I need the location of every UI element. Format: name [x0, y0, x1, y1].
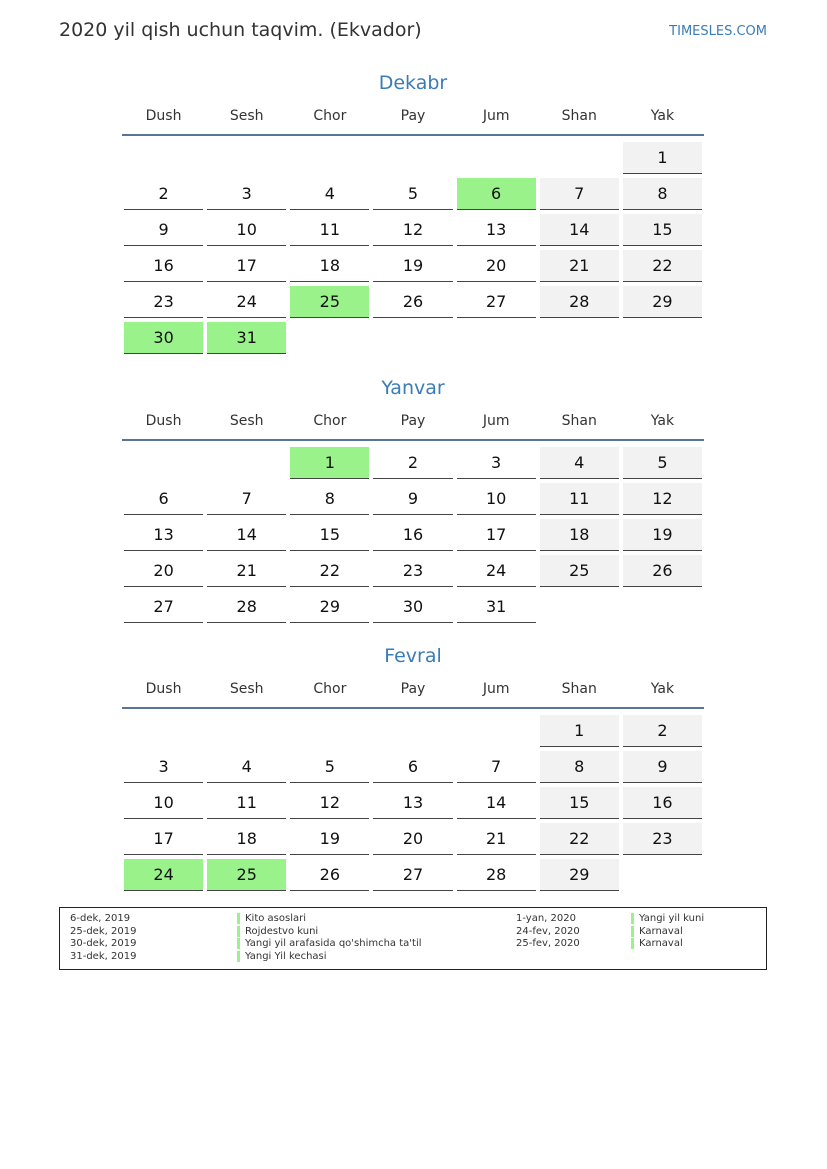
day-cell: 28 — [207, 591, 286, 623]
day-cell: 15 — [290, 519, 369, 551]
holiday-legend — [59, 907, 767, 970]
legend-right-names — [631, 913, 704, 951]
holiday-day-cell: 1 — [290, 447, 369, 479]
holiday-day-cell: 6 — [457, 178, 536, 210]
days-grid — [122, 709, 704, 893]
legend-row — [516, 913, 580, 926]
day-cell: 21 — [457, 823, 536, 855]
legend-row — [516, 926, 580, 939]
day-cell: 5 — [290, 751, 369, 783]
holiday-day-cell: 25 — [290, 286, 369, 318]
day-cell: 6 — [124, 483, 203, 515]
empty-cell — [122, 713, 205, 749]
day-cell: 17 — [124, 823, 203, 855]
day-cell: 29 — [290, 591, 369, 623]
legend-row — [631, 938, 704, 951]
day-cell: 5 — [373, 178, 452, 210]
day-cell: 12 — [373, 214, 452, 246]
legend-row — [70, 926, 136, 939]
day-cell: 7 — [457, 751, 536, 783]
day-cell: 21 — [540, 250, 619, 282]
weekday-label: Chor — [313, 681, 347, 697]
weekday-label: Dush — [145, 413, 182, 429]
empty-cell — [538, 140, 621, 176]
legend-holiday-name: Yangi Yil kechasi — [237, 951, 327, 962]
day-cell: 21 — [207, 555, 286, 587]
legend-row — [70, 951, 136, 964]
weekday-label: Chor — [313, 108, 347, 124]
weekday-label: Pay — [400, 413, 426, 429]
holiday-day-cell: 30 — [124, 322, 203, 354]
day-cell: 19 — [290, 823, 369, 855]
day-cell: 29 — [623, 286, 702, 318]
day-cell: 18 — [540, 519, 619, 551]
day-cell: 5 — [623, 447, 702, 479]
legend-holiday-name: Kito asoslari — [237, 913, 306, 924]
day-cell: 26 — [623, 555, 702, 587]
weekday-label: Yak — [650, 681, 675, 697]
legend-row — [516, 938, 580, 951]
day-cell: 18 — [290, 250, 369, 282]
empty-cell — [205, 445, 288, 481]
legend-row — [237, 926, 422, 939]
day-cell: 10 — [457, 483, 536, 515]
weekday-header — [122, 671, 704, 709]
legend-left-dates — [70, 913, 136, 964]
weekday-label: Pay — [400, 681, 426, 697]
legend-holiday-name: Karnaval — [631, 938, 683, 949]
day-cell: 30 — [373, 591, 452, 623]
day-cell: 4 — [540, 447, 619, 479]
legend-row — [631, 926, 704, 939]
day-cell: 16 — [124, 250, 203, 282]
legend-right-dates — [516, 913, 580, 951]
day-cell: 18 — [207, 823, 286, 855]
day-cell: 22 — [540, 823, 619, 855]
day-cell: 1 — [540, 715, 619, 747]
legend-row — [237, 913, 422, 926]
day-cell: 19 — [373, 250, 452, 282]
legend-date: 30-dek, 2019 — [70, 938, 137, 950]
day-cell: 15 — [540, 787, 619, 819]
day-cell: 22 — [623, 250, 702, 282]
weekday-label: Dush — [145, 108, 182, 124]
weekday-label: Yak — [650, 108, 675, 124]
legend-holiday-name: Rojdestvo kuni — [237, 926, 318, 937]
legend-left-names — [237, 913, 422, 964]
day-cell: 24 — [207, 286, 286, 318]
day-cell: 8 — [623, 178, 702, 210]
month-january — [122, 373, 704, 625]
weekday-label: Jum — [482, 108, 510, 124]
weekday-label: Jum — [482, 681, 510, 697]
weekday-label: Sesh — [229, 681, 264, 697]
day-cell: 6 — [373, 751, 452, 783]
day-cell: 9 — [373, 483, 452, 515]
empty-cell — [288, 713, 371, 749]
weekday-label: Chor — [313, 413, 347, 429]
legend-row — [631, 913, 704, 926]
empty-cell — [371, 140, 454, 176]
empty-cell — [122, 140, 205, 176]
day-cell: 12 — [623, 483, 702, 515]
day-cell: 25 — [540, 555, 619, 587]
day-cell: 3 — [124, 751, 203, 783]
day-cell: 10 — [207, 214, 286, 246]
day-cell: 23 — [124, 286, 203, 318]
legend-holiday-name: Karnaval — [631, 926, 683, 937]
day-cell: 9 — [124, 214, 203, 246]
empty-cell — [205, 140, 288, 176]
day-cell: 14 — [207, 519, 286, 551]
day-cell: 4 — [207, 751, 286, 783]
day-cell: 20 — [457, 250, 536, 282]
holiday-day-cell: 31 — [207, 322, 286, 354]
day-cell: 2 — [623, 715, 702, 747]
weekday-label: Pay — [400, 108, 426, 124]
day-cell: 11 — [207, 787, 286, 819]
day-cell: 29 — [540, 859, 619, 891]
weekday-label: Shan — [561, 108, 597, 124]
day-cell: 27 — [457, 286, 536, 318]
day-cell: 10 — [124, 787, 203, 819]
legend-row — [237, 951, 422, 964]
day-cell: 17 — [457, 519, 536, 551]
day-cell: 13 — [124, 519, 203, 551]
day-cell: 26 — [290, 859, 369, 891]
day-cell: 2 — [373, 447, 452, 479]
day-cell: 7 — [207, 483, 286, 515]
day-cell: 28 — [457, 859, 536, 891]
empty-cell — [288, 140, 371, 176]
legend-date: 31-dek, 2019 — [70, 951, 137, 963]
day-cell: 3 — [457, 447, 536, 479]
weekday-label: Dush — [145, 681, 182, 697]
empty-cell — [205, 713, 288, 749]
day-cell: 7 — [540, 178, 619, 210]
day-cell: 4 — [290, 178, 369, 210]
weekday-label: Jum — [482, 413, 510, 429]
month-december — [122, 68, 704, 356]
legend-date: 25-fev, 2020 — [516, 938, 580, 950]
day-cell: 12 — [290, 787, 369, 819]
legend-holiday-name: Yangi yil kuni — [631, 913, 704, 924]
weekday-header — [122, 98, 704, 136]
day-cell: 27 — [373, 859, 452, 891]
legend-row — [237, 938, 422, 951]
day-cell: 11 — [290, 214, 369, 246]
day-cell: 24 — [457, 555, 536, 587]
day-cell: 22 — [290, 555, 369, 587]
day-cell: 16 — [623, 787, 702, 819]
month-name: Fevral — [384, 645, 442, 667]
legend-date: 6-dek, 2019 — [70, 913, 131, 924]
legend-date: 25-dek, 2019 — [70, 925, 137, 937]
empty-cell — [455, 140, 538, 176]
holiday-day-cell: 25 — [207, 859, 286, 891]
day-cell: 13 — [457, 214, 536, 246]
month-name: Dekabr — [378, 72, 448, 94]
legend-row — [70, 913, 136, 926]
day-cell: 26 — [373, 286, 452, 318]
weekday-label: Sesh — [229, 413, 264, 429]
weekday-label: Yak — [650, 413, 675, 429]
day-cell: 31 — [457, 591, 536, 623]
day-cell: 2 — [124, 178, 203, 210]
day-cell: 8 — [540, 751, 619, 783]
page-title: 2020 yil qish uchun taqvim. (Ekvador) — [59, 19, 422, 41]
legend-date: 24-fev, 2020 — [516, 925, 580, 937]
weekday-label: Shan — [561, 413, 597, 429]
day-cell: 14 — [540, 214, 619, 246]
day-cell: 13 — [373, 787, 452, 819]
day-cell: 15 — [623, 214, 702, 246]
site-link[interactable]: TIMESLES.COM — [669, 24, 767, 39]
day-cell: 16 — [373, 519, 452, 551]
days-grid — [122, 441, 704, 625]
day-cell: 8 — [290, 483, 369, 515]
weekday-header — [122, 403, 704, 441]
day-cell: 28 — [540, 286, 619, 318]
day-cell: 1 — [623, 142, 702, 174]
day-cell: 14 — [457, 787, 536, 819]
day-cell: 11 — [540, 483, 619, 515]
weekday-label: Sesh — [229, 108, 264, 124]
day-cell: 17 — [207, 250, 286, 282]
day-cell: 20 — [124, 555, 203, 587]
empty-cell — [371, 713, 454, 749]
month-name: Yanvar — [381, 377, 445, 399]
day-cell: 3 — [207, 178, 286, 210]
empty-cell — [122, 445, 205, 481]
holiday-day-cell: 24 — [124, 859, 203, 891]
day-cell: 20 — [373, 823, 452, 855]
day-cell: 9 — [623, 751, 702, 783]
day-cell: 27 — [124, 591, 203, 623]
legend-holiday-name: Yangi yil arafasida qo'shimcha ta'til — [237, 938, 422, 949]
days-grid — [122, 136, 704, 356]
day-cell: 23 — [373, 555, 452, 587]
legend-date: 1-yan, 2020 — [516, 913, 576, 924]
month-february — [122, 641, 704, 893]
legend-row — [70, 938, 136, 951]
weekday-label: Shan — [561, 681, 597, 697]
day-cell: 23 — [623, 823, 702, 855]
empty-cell — [455, 713, 538, 749]
day-cell: 19 — [623, 519, 702, 551]
